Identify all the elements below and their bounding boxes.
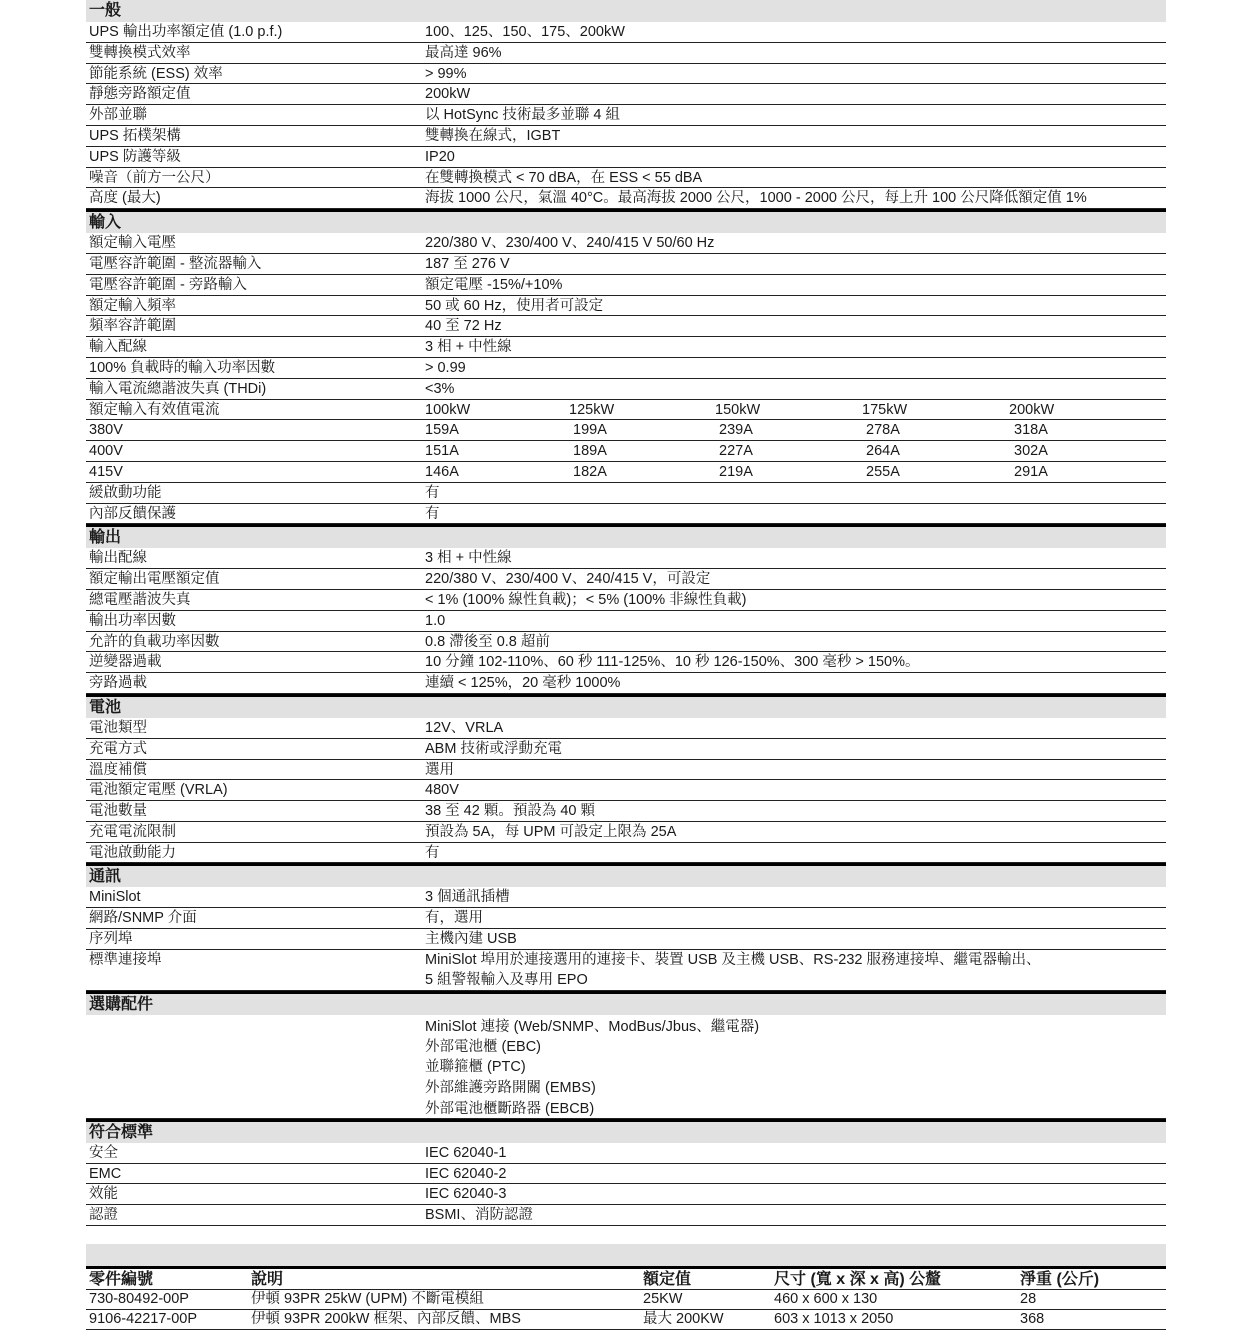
spec-value: IEC 62040-3	[425, 1186, 507, 1203]
spec-row	[86, 1205, 1166, 1226]
current-voltage: 400V	[89, 443, 123, 460]
spec-value: 以 HotSync 技術最多並聯 4 組	[425, 107, 620, 124]
spec-row	[86, 64, 1166, 85]
spec-value: 10 分鐘 102-110%、60 秒 111-125%、10 秒 126-150%、300 毫秒 > 150%。	[425, 654, 920, 671]
spec-label: 認證	[89, 1207, 118, 1224]
spec-label: 標準連接埠	[89, 951, 162, 968]
spec-value: 200kW	[425, 86, 471, 103]
spec-value: 雙轉換在線式，IGBT	[425, 127, 561, 144]
parts-header	[86, 1266, 1166, 1290]
spec-value: > 99%	[425, 65, 467, 82]
section-comms: 通訊	[86, 863, 1166, 887]
spec-value: ABM 技術或浮動充電	[425, 740, 562, 757]
spec-row	[86, 590, 1166, 611]
section-battery: 電池	[86, 694, 1166, 718]
spec-label: 電池類型	[89, 719, 147, 736]
spec-row	[86, 908, 1166, 929]
section-accessories: 選購配件	[86, 991, 1166, 1015]
spec-label: 允許的負載功率因數	[89, 633, 220, 650]
current-value: 151A	[425, 443, 459, 460]
spec-row	[86, 483, 1166, 504]
spec-row	[86, 188, 1166, 209]
spec-label: 外部並聯	[89, 107, 147, 124]
current-col-header: 200kW	[1009, 401, 1055, 418]
spec-value: 12V、VRLA	[425, 719, 504, 736]
spec-row	[86, 358, 1166, 379]
current-value: 159A	[425, 422, 459, 439]
spec-value: 選用	[425, 761, 454, 778]
spec-label: 頻率容許範圍	[89, 318, 176, 335]
spec-label: 電池數量	[89, 803, 147, 820]
accessory-item: 外部電池櫃斷路器 (EBCB)	[425, 1100, 595, 1117]
spec-row	[86, 22, 1166, 43]
spec-label: 充電電流限制	[89, 823, 176, 840]
parts-header-dims: 尺寸 (寬 x 深 x 高) 公釐	[774, 1271, 942, 1288]
spec-row	[86, 316, 1166, 337]
parts-header-rating: 額定值	[643, 1271, 692, 1288]
spec-row	[86, 43, 1166, 64]
spec-row	[86, 379, 1166, 400]
accessory-item: MiniSlot 連接 (Web/SNMP、ModBus/Jbus、繼電器)	[425, 1018, 760, 1035]
spec-label: EMC	[89, 1165, 122, 1182]
spec-label: 逆變器過載	[89, 654, 162, 671]
spec-value: 在雙轉換模式 < 70 dBA，在 ESS < 55 dBA	[425, 169, 703, 186]
part-rating: 25KW	[643, 1291, 683, 1307]
section-general: 一般	[86, 0, 1166, 22]
spec-label: UPS 拓樸架構	[89, 127, 181, 144]
spec-label: 安全	[89, 1144, 118, 1161]
spec-row	[86, 843, 1166, 864]
spec-row	[86, 652, 1166, 673]
spec-row	[86, 1184, 1166, 1205]
current-value: 255A	[866, 463, 900, 480]
spec-value: 38 至 42 顆。預設為 40 顆	[425, 803, 596, 820]
current-value: 302A	[1014, 443, 1048, 460]
parts-row	[86, 1310, 1166, 1330]
spec-value: 3 相 + 中性線	[425, 550, 512, 567]
spec-value: BSMI、消防認證	[425, 1207, 533, 1224]
spec-row	[86, 126, 1166, 147]
spec-row	[86, 760, 1166, 781]
spec-label: 溫度補償	[89, 761, 147, 778]
spec-label: 靜態旁路額定值	[89, 86, 191, 103]
spec-label: 輸入配線	[89, 339, 147, 356]
spec-label: 電池啟動能力	[89, 844, 176, 861]
spec-label: 高度 (最大)	[89, 190, 161, 207]
part-desc: 伊頓 93PR 25kW (UPM) 不斷電模組	[251, 1291, 484, 1307]
spec-row	[86, 801, 1166, 822]
spec-label: 100% 負載時的輸入功率因數	[89, 359, 276, 376]
spec-label: 緩啟動功能	[89, 484, 162, 501]
current-value: 146A	[425, 463, 459, 480]
spec-row	[86, 233, 1166, 254]
spec-value: 220/380 V、230/400 V、240/415 V 50/60 Hz	[425, 235, 715, 252]
spec-label: 網路/SNMP 介面	[89, 910, 197, 927]
spec-label: UPS 輸出功率額定值 (1.0 p.f.)	[89, 24, 283, 40]
spec-label: UPS 防護等級	[89, 148, 181, 165]
spec-value: 3 相 + 中性線	[425, 339, 512, 356]
current-table-header	[86, 400, 1166, 421]
current-col-header: 125kW	[569, 401, 615, 418]
part-rating: 最大 200KW	[643, 1311, 724, 1327]
parts-header-desc: 說明	[251, 1271, 284, 1288]
spec-value: 主機內建 USB	[425, 931, 517, 948]
spec-label: 內部反饋保護	[89, 505, 176, 522]
spec-value: 1.0	[425, 612, 446, 629]
spec-row	[86, 1164, 1166, 1185]
accessory-item: 外部電池櫃 (EBC)	[425, 1038, 541, 1055]
spec-row	[86, 1143, 1166, 1164]
part-dims: 603 x 1013 x 2050	[774, 1311, 894, 1327]
accessory-list	[86, 1015, 1166, 1119]
spec-value: 有	[425, 484, 440, 501]
current-value: 199A	[573, 422, 607, 439]
spec-label: 額定輸入頻率	[89, 297, 176, 314]
spec-label: 效能	[89, 1186, 118, 1203]
section-input: 輸入	[86, 209, 1166, 233]
spec-row	[86, 569, 1166, 590]
spec-row	[86, 548, 1166, 569]
spec-label: 輸入電流總諧波失真 (THDi)	[89, 380, 267, 397]
parts-header-part-no: 零件編號	[89, 1271, 154, 1288]
current-voltage: 415V	[89, 463, 123, 480]
part-dims: 460 x 600 x 130	[774, 1291, 878, 1307]
spec-value: 連續 < 125%，20 毫秒 1000%	[425, 675, 621, 692]
spec-label: 雙轉換模式效率	[89, 44, 191, 61]
spec-value: IEC 62040-1	[425, 1144, 507, 1161]
current-value: 227A	[719, 443, 753, 460]
spec-row	[86, 632, 1166, 653]
spec-value: < 1% (100% 線性負載)；< 5% (100% 非線性負載)	[425, 591, 747, 608]
current-col-header: 150kW	[715, 401, 761, 418]
section-standards: 符合標準	[86, 1119, 1166, 1143]
part-weight: 368	[1020, 1311, 1045, 1327]
current-row	[86, 462, 1166, 483]
spec-label: 電壓容許範圍 - 整流器輸入	[89, 255, 262, 272]
spec-value: 有	[425, 844, 440, 861]
spec-row	[86, 950, 1166, 991]
spec-row	[86, 822, 1166, 843]
spec-value: MiniSlot 埠用於連接選用的連接卡、裝置 USB 及主機 USB、RS-232 服務連接埠、繼電器輸出、	[425, 951, 1041, 968]
spec-row	[86, 718, 1166, 739]
parts-table	[86, 1244, 1166, 1330]
spec-row	[86, 147, 1166, 168]
part-number: 730-80492-00P	[89, 1291, 189, 1307]
spec-row	[86, 929, 1166, 950]
spec-label: 電壓容許範圍 - 旁路輸入	[89, 276, 247, 293]
spec-value: 海拔 1000 公尺，氣溫 40°C。最高海拔 2000 公尺，1000 - 2000 公尺，每上升 100 公尺降低額定值 1%	[425, 190, 1087, 207]
spec-label: 序列埠	[89, 931, 133, 948]
spec-value: 480V	[425, 782, 459, 799]
parts-band	[86, 1244, 1166, 1266]
spec-value: 3 個通訊插槽	[425, 889, 510, 906]
spec-row	[86, 275, 1166, 296]
spec-value: 0.8 滯後至 0.8 超前	[425, 633, 550, 650]
spec-row	[86, 84, 1166, 105]
spec-label: 輸出功率因數	[89, 612, 176, 629]
current-value: 264A	[866, 443, 900, 460]
spec-label: 節能系統 (ESS) 效率	[89, 65, 223, 82]
spec-value-continued: 5 組警報輸入及專用 EPO	[425, 971, 588, 988]
current-value: 219A	[719, 463, 753, 480]
spec-label: 輸出配線	[89, 550, 147, 567]
spec-value: 預設為 5A，每 UPM 可設定上限為 25A	[425, 823, 677, 840]
parts-row	[86, 1290, 1166, 1310]
spec-value: IEC 62040-2	[425, 1165, 507, 1182]
spec-value: 220/380 V、230/400 V、240/415 V，可設定	[425, 571, 711, 588]
current-value: 239A	[719, 422, 753, 439]
accessory-item: 外部維護旁路開關 (EMBS)	[425, 1079, 596, 1096]
spec-label: 噪音（前方一公尺）	[89, 169, 220, 186]
spec-value: > 0.99	[425, 359, 466, 376]
current-value: 318A	[1014, 422, 1048, 439]
current-value: 182A	[573, 463, 607, 480]
spec-label: 電池額定電壓 (VRLA)	[89, 782, 228, 799]
accessory-item: 並聯箍櫃 (PTC)	[425, 1058, 526, 1075]
current-value: 189A	[573, 443, 607, 460]
current-value: 291A	[1014, 463, 1048, 480]
spec-value: <3%	[425, 380, 455, 397]
current-table-label: 額定輸入有效值電流	[89, 401, 220, 418]
spec-value: 40 至 72 Hz	[425, 318, 502, 335]
spec-value: 有	[425, 505, 440, 522]
current-row	[86, 420, 1166, 441]
current-row	[86, 441, 1166, 462]
spec-label: MiniSlot	[89, 889, 141, 906]
spec-row	[86, 739, 1166, 760]
spec-value: 100、125、150、175、200kW	[425, 24, 625, 40]
spec-value: 50 或 60 Hz，使用者可設定	[425, 297, 604, 314]
spec-row	[86, 296, 1166, 317]
spec-value: 最高達 96%	[425, 44, 502, 61]
spec-value: 有，選用	[425, 910, 483, 927]
current-col-header: 175kW	[862, 401, 908, 418]
spec-row	[86, 887, 1166, 908]
spec-row	[86, 254, 1166, 275]
spec-label: 額定輸入電壓	[89, 235, 176, 252]
spec-row	[86, 611, 1166, 632]
current-voltage: 380V	[89, 422, 123, 439]
spec-row	[86, 504, 1166, 525]
spec-label: 額定輸出電壓額定值	[89, 571, 220, 588]
spec-row	[86, 105, 1166, 126]
spec-row	[86, 673, 1166, 694]
spec-table	[86, 0, 1166, 1226]
spec-value: 額定電壓 -15%/+10%	[425, 276, 563, 293]
spec-row	[86, 168, 1166, 189]
current-col-header: 100kW	[425, 401, 471, 418]
spec-label: 充電方式	[89, 740, 147, 757]
spec-label: 旁路過載	[89, 675, 147, 692]
spec-value: 187 至 276 V	[425, 255, 510, 272]
spec-row	[86, 780, 1166, 801]
part-desc: 伊頓 93PR 200kW 框架、內部反饋、MBS	[251, 1311, 521, 1327]
current-value: 278A	[866, 422, 900, 439]
spec-label: 總電壓諧波失真	[89, 591, 191, 608]
section-output: 輸出	[86, 524, 1166, 548]
part-number: 9106-42217-00P	[89, 1311, 198, 1327]
spec-row	[86, 337, 1166, 358]
spec-value: IP20	[425, 148, 455, 165]
parts-header-weight: 淨重 (公斤)	[1020, 1271, 1100, 1288]
part-weight: 28	[1020, 1291, 1037, 1307]
